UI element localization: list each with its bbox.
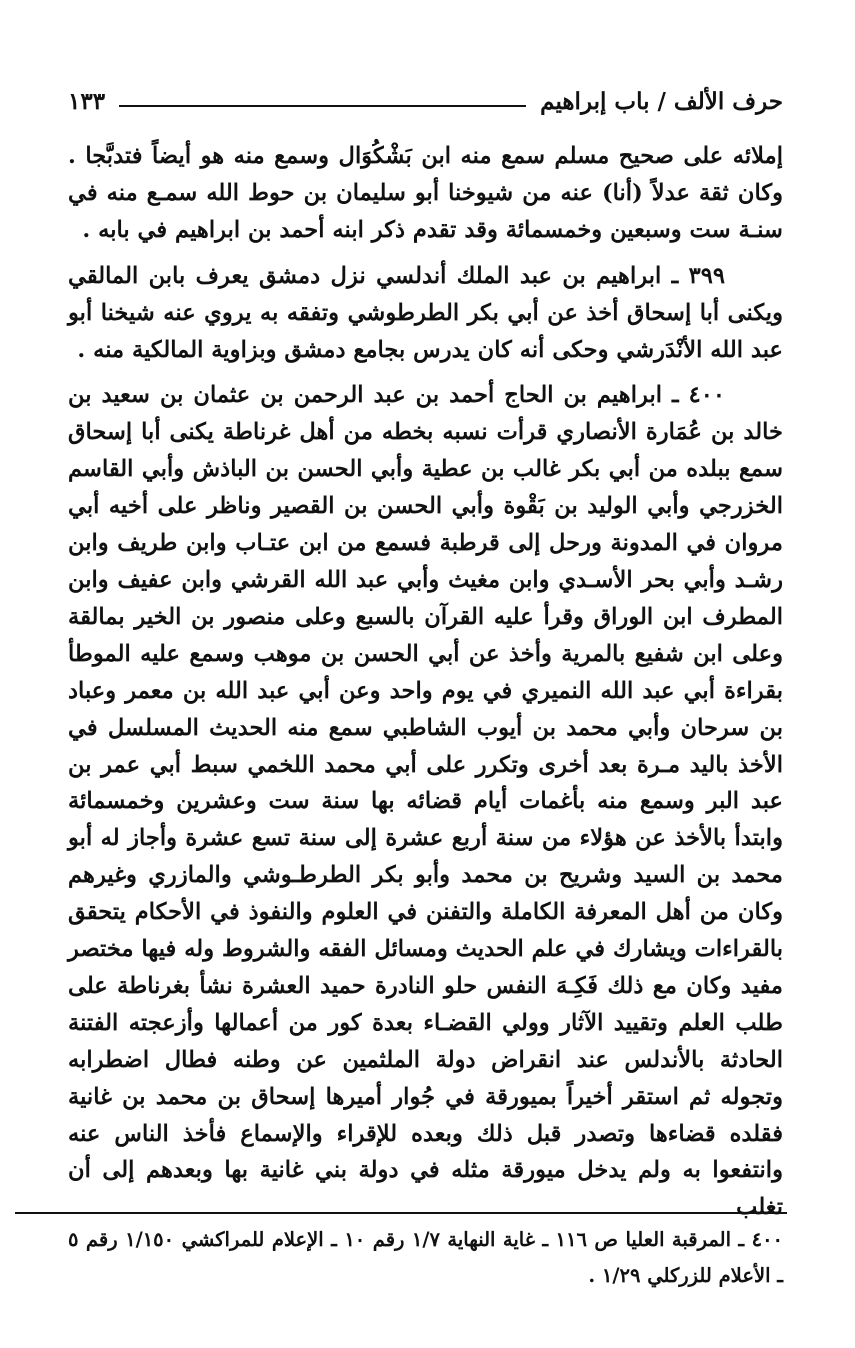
footnote-separator	[15, 1212, 787, 1214]
entry-399: ٣٩٩ ـ ابراهيم بن عبد الملك أندلسي نزل دمشق يعرف بابن المالقي ويكنى أبا إسحاق أخذ عن أبي بكر الطرطوشي وتفقه به يروي عنه شيخنا أبو عبد الله الأنْدَرشي وحكى أنه كان يدرس بجامع دمشق وبزاوية المالكية منه .	[68, 262, 783, 363]
header-rule	[119, 105, 526, 107]
paragraph-continuation: إملائه على صحيح مسلم سمع منه ابن بَشْكُوَال وسمع منه هو أيضاً فتدبَّجا . وكان ثقة عدلاً (أنا) عنه من شيوخنا أبو سليمان بن حوط الله سمـع منه في سنـة ست وسبعين وخمسمائة وقد تقدم ذكر ابنه أحمد بن ابراهيم في بابه .	[68, 143, 783, 243]
page-number: ١٣٣	[68, 87, 106, 115]
chapter-title: حرف الألف / باب إبراهيم	[540, 87, 783, 115]
running-header	[68, 83, 783, 119]
entry-400: ٤٠٠ ـ ابراهيم بن الحاج أحمد بن عبد الرحمن بن عثمان بن سعيد بن خالد بن عُمَارة الأنصاري قرأت نسبه بخطه من أهل غرناطة يكنى أبا إسحاق سمع ببلده من أبي بكر غالب بن عطية وأبي الحسن بن الباذش وأبي القاسم الخزرجي وأبي الوليد بن بَقْوة وأبي الحسن بن القصير وناظر على أخيه أبي مروان في المدونة ورحل إلى قرطبة فسمع من ابن عتـاب وابن طريف وابن رشـد وأبي بحر الأسـدي وابن مغيث وأبي عبد الله القرشي وابن عفيف وابن المطرف ابن الوراق وقرأ عليه القرآن بالسبع وعلى منصور بن الخير بمالقة وعلى ابن شفيع بالمرية وأخذ عن أبي الحسن بن موهب وسمع عليه الموطأ بقراءة أبي عبد الله النميري في يوم واحد وعن أبي عبد الله بن معمر وعباد بن سرحان وأبي محمد بن أيوب الشاطبي سمع منه الحديث المسلسل في الأخذ باليد مـرة بعد أخرى وتكرر على أبي محمد اللخمي سبط أبي عمر بن عبد البر وسمع منه بأغمات أيام قضائه بها سنة ست وعشرين وخمسمائة وابتدأ بالأخذ عن هؤلاء من سنة أربع عشرة إلى سنة تسع عشرة وأجاز له أبو محمد بن السيد وشريح بن محمد وأبو بكر الطرطـوشي والمازري وغيرهم وكان من أهل المعرفة الكاملة والتفنن في العلوم والنفوذ في الأحكام يتحقق بالقراءات ويشارك في علم الحديث ومسائل الفقه والشروط وله فيها مختصر مفيد وكان مع ذلك فَكِـهَ النفس حلو النادرة حميد العشرة نشأ بغرناطة على طلب العلم وتقييد الآثار وولي القضـاء بعدة كور من أعمالها وأزعجته الفتنة الحادثة بالأندلس عند انقراض دولة الملثمين عن وطنه فطال اضطرابه وتجوله ثم استقر أخيراً بميورقة في جُوار أميرها إسحاق بن محمد بن غانية فقلده قضاءها وتصدر قبل ذلك وبعده للإقراء والإسماع فأخذ الناس عنه وانتفعوا به ولم يدخل ميورقة مثله في دولة بني غانية بها وبعدهم إلى أن تغلب	[67, 382, 783, 1221]
footnote: ٤٠٠ ـ المرقبة العليا ص ١١٦ ـ غاية النهاية ١/٧ رقم ١٠ ـ الإعلام للمراكشي ١/١٥٠ رقم ٥ ـ الأعلام للزركلي ١/٢٩ .	[68, 1228, 784, 1287]
main-text	[68, 138, 783, 1226]
